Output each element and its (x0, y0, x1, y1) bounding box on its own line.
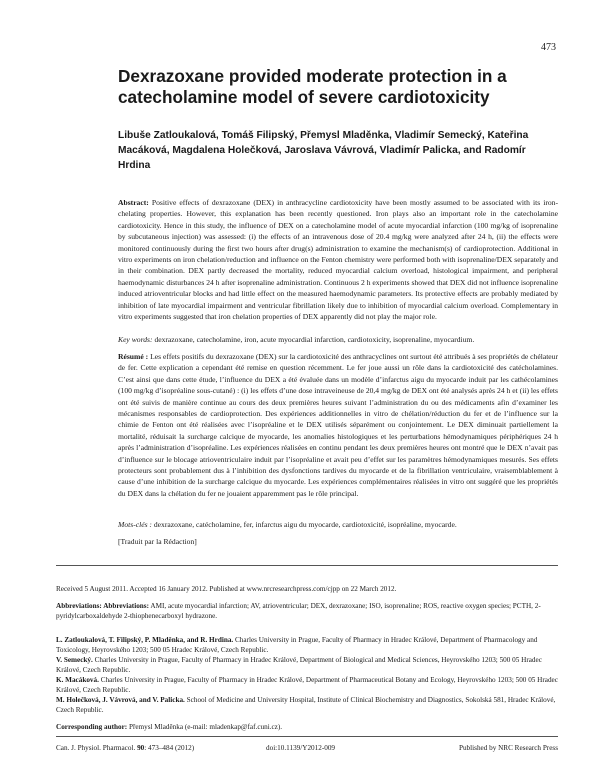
affiliation-text: School of Medicine and University Hospital, Institute of Clinical Biochemistry and Diagnostics, Sokolská 581, Hradec Králové, Czech Republic. (56, 696, 556, 714)
journal-pages: : 473–484 (2012) (144, 744, 195, 752)
mots-cles-text: dexrazoxane, catécholamine, fer, infarctus aigu du myocarde, cardiotoxicité, isopréaline, myocarde. (153, 520, 457, 529)
journal-citation (56, 744, 194, 752)
publisher-credit: Published by NRC Research Press (458, 744, 558, 752)
mots-cles-label: Mots-clés : (118, 520, 152, 529)
section-divider (56, 565, 558, 566)
affiliation-names: K. Macáková. (56, 676, 99, 684)
affiliation-text: Charles University in Prague, Faculty of Pharmacy in Hradec Králové, Department of Pharmacology and Toxicology, Heyrovského 1203; 500 05 Hradec Králové, Czech Republic. (56, 636, 538, 654)
keywords-text: dexrazoxane, catecholamine, iron, acute myocardial infarction, cardiotoxicity, isoprenaline, myocardium. (154, 335, 475, 344)
affiliation-names: V. Semecký. (56, 656, 93, 664)
affiliations-section (56, 635, 558, 715)
corresponding-label: Corresponding author: (56, 723, 128, 731)
keywords-label: Key words: (118, 335, 153, 344)
affiliation-text: Charles University in Prague, Faculty of Pharmacy in Hradec Králové, Department of Pharmaceutical Botany and Ecology, Heyrovského 1203; 500 05 Hradec Králové, Czech Republic. (56, 676, 558, 694)
mots-cles-section (118, 519, 558, 530)
footer-divider (56, 736, 558, 737)
affiliation-names: M. Holečková, J. Vávrová, and V. Palicka. (56, 696, 185, 704)
resume-text: Les effets positifs du dexrazoxane (DEX) sur la cardiotoxicité des anthracyclines ont surtout été attribués à ses propriétés de chélateur de fer. Cette explication a cependant été remise en question récemment. Le fer joue aussi un rôle dans la cardiotoxicité des catécholamines. C’est ainsi que dans cette étude, l’influence du DEX a été évaluée dans un modèle d’infarctus aigu du myocarde induit par les cathécolamines (100 mg/kg d’isopréaline sous-cutané) : (i) les effets d’une dose intraveineuse de 20,4 mg/kg de DEX ont été analysés après 24 h et (ii) les effets ont été suivis de manière continue au cours des deux premières heures suivant l’administration du ou des médicaments afin d’examiner les mécanismes responsables de cardioprotection. Des expériences additionnelles in vitro de chélation/réduction du fer et de l’influence sur la chimie de Fenton ont été réalisées avec l’isopréaline et le DEX utilisés séparément ou conjointement. Le DEX diminuait partiellement la mortalité, réduisait la surcharge calcique de myocarde, les anomalies histologiques et les perturbations hémodynamiques périphériques 24 h après l’administration d’isopréaline. Les expériences réalisées en continu pendant les deux premières heures ont montré que le DEX n’avait pas d’influence sur le blocage atrioventriculaire induit par l’isopréaline et avait peu d’effet sur les paramètres hémodynamiques mesurés. Ses effets protecteurs sont probablement dus à l’inhibition des dysfonctions tardives du myocarde et de la fibrillation ventriculaire, vraisemblablement à cause d’une inhibition de la surcharge calcique du myocarde. Les expériences complémentaires réalisées in vitro ont suggéré que les propriétés du DEX dans la chélation du fer ne jouaient apparemment pas le rôle principal. (118, 352, 558, 498)
translation-note: [Traduit par la Rédaction] (118, 537, 197, 546)
affiliation-item (56, 695, 558, 715)
affiliation-item (56, 655, 558, 675)
article-title: Dexrazoxane provided moderate protection in a catecholamine model of severe cardiotoxicity (118, 66, 507, 107)
author-list: Libuše Zatloukalová, Tomáš Filipský, Přemysl Mladěnka, Vladimír Semecký, Kateřina Macáková, Magdalena Holečková, Jaroslava Vávrová, Vladimír Palicka, and Radomír Hrdina (118, 130, 529, 171)
doi-link[interactable]: doi:10.1139/Y2012-009 (266, 744, 336, 752)
received-dates: Received 5 August 2011. Accepted 16 January 2012. Published at www.nrcresearchpress.com/cjpp on 22 March 2012. (56, 585, 397, 593)
corresponding-author (56, 722, 558, 732)
keywords-section (118, 334, 558, 345)
abstract-label: Abstract: (118, 198, 149, 207)
page-footer (56, 744, 558, 756)
abbreviations-text: AMI, acute myocardial infarction; AV, atrioventricular; DEX, dexrazoxane; ISO, isoprenaline; ROS, reactive oxygen species; PCTH, 2-pyridylcarboxaldehyde 2-thiophenecarboxyl hydrazone. (56, 602, 541, 620)
affiliation-names: L. Zatloukalová, T. Filipský, P. Mladěnka, and R. Hrdina. (56, 636, 234, 644)
abbreviations-section (56, 601, 558, 621)
affiliation-item (56, 635, 558, 655)
abbreviations-label: Abbreviations: Abbreviations: (56, 602, 149, 610)
journal-volume: 90 (137, 744, 145, 752)
affiliation-item (56, 675, 558, 695)
page-number: 473 (541, 42, 556, 53)
affiliation-text: Charles University in Prague, Faculty of Pharmacy in Hradec Králové, Department of Biological and Medical Sciences, Heyrovského 1203; 500 05 Hradec Králové, Czech Republic. (56, 656, 542, 674)
abstract-text: Positive effects of dexrazoxane (DEX) in anthracycline cardiotoxicity have been mostly assumed to be associated with its iron-chelating properties. However, this explanation has been recently questioned. Iron plays also an important role in the catecholamine cardiotoxicity. Hence in this study, the influence of DEX on a catecholamine model of acute myocardial infarction (100 mg/kg of isoprenaline by subcutaneous injection) was assessed: (i) the effects of an intravenous dose of 20.4 mg/kg were analyzed after 24 h, (ii) the effects were monitored continuously during the first two hours after drug(s) administration to examine the mechanism(s) of cardioprotection. Additional in vitro experiments on iron chelation/reduction and influence on the Fenton chemistry were performed both with isoprenaline/DEX separately and in their combination. DEX partly decreased the mortality, reduced myocardial calcium overload, histological impairment, and peripheral haemodynamic disturbances 24 h after isoprenaline administration. Continuous 2 h experiments showed that DEX did not influence isoprenaline induced atrioventricular blocks and had little effect on the measured haemodynamic parameters. Its protective effects are probably mediated by inhibition of late myocardial impairment and ventricular fibrillation likely due to inhibition of myocardial calcium overload. Complementary in vitro experiments suggested that iron chelation properties of DEX apparently did not play the major role. (118, 198, 558, 322)
abstract-section (118, 197, 558, 322)
resume-label: Résumé : (118, 352, 149, 361)
resume-section (118, 351, 558, 499)
corresponding-text: Přemysl Mladěnka (e-mail: mladenkap@faf.cuni.cz). (128, 723, 283, 731)
journal-name: Can. J. Physiol. Pharmacol. (56, 744, 136, 752)
